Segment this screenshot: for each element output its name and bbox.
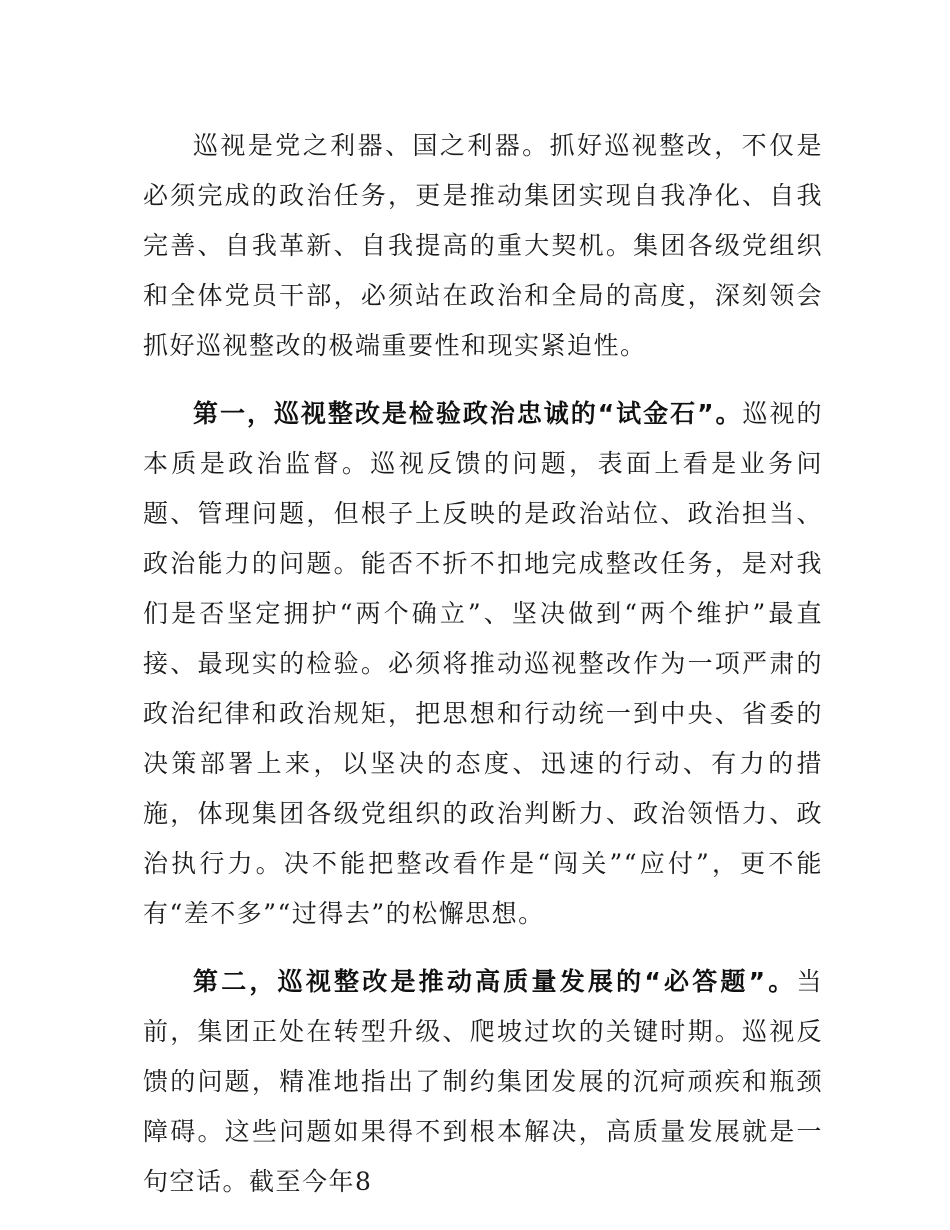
paragraph-text: 巡视的本质是政治监督。巡视反馈的问题，表面上看是业务问题、管理问题，但根子上反映的是政治站位、政治担当、政治能力的问题。能否不折不扣地完成整改任务，是对我们是否坚定拥护“两个确立”、坚决做到“两个维护”最直接、最现实的检验。必须将推动巡视整改作为一项严肃的政治纪律和政治规矩，把思想和行动统一到中央、省委的决策部署上来，以坚决的态度、迅速的行动、有力的措施，体现集团各级党组织的政治判断力、政治领悟力、政治执行力。决不能把整改看作是“闯关”“应付”，更不能有“差不多”“过得去”的松懈思想。 <box>143 399 823 928</box>
paragraph-text: 当前，集团正处在转型升级、爬坡过坎的关键时期。巡视反馈的问题，精准地指出了制约集团发展的沉疴顽疾和瓶颈障碍。这些问题如果得不到根本解决，高质量发展就是一句空话。截至今年8 <box>143 967 823 1196</box>
document-body <box>143 121 823 1225</box>
paragraph-lead: 第一，巡视整改是检验政治忠诚的“试金石”。 <box>193 399 743 428</box>
paragraph-intro <box>143 121 823 371</box>
paragraph-second-point <box>143 957 823 1207</box>
paragraph-text: 巡视是党之利器、国之利器。抓好巡视整改，不仅是必须完成的政治任务，更是推动集团实现自我净化、自我完善、自我革新、自我提高的重大契机。集团各级党组织和全体党员干部，必须站在政治和全局的高度，深刻领会抓好巡视整改的极端重要性和现实紧迫性。 <box>143 131 823 360</box>
paragraph-lead: 第二，巡视整改是推动高质量发展的“必答题”。 <box>193 967 797 996</box>
paragraph-first-point <box>143 389 823 939</box>
